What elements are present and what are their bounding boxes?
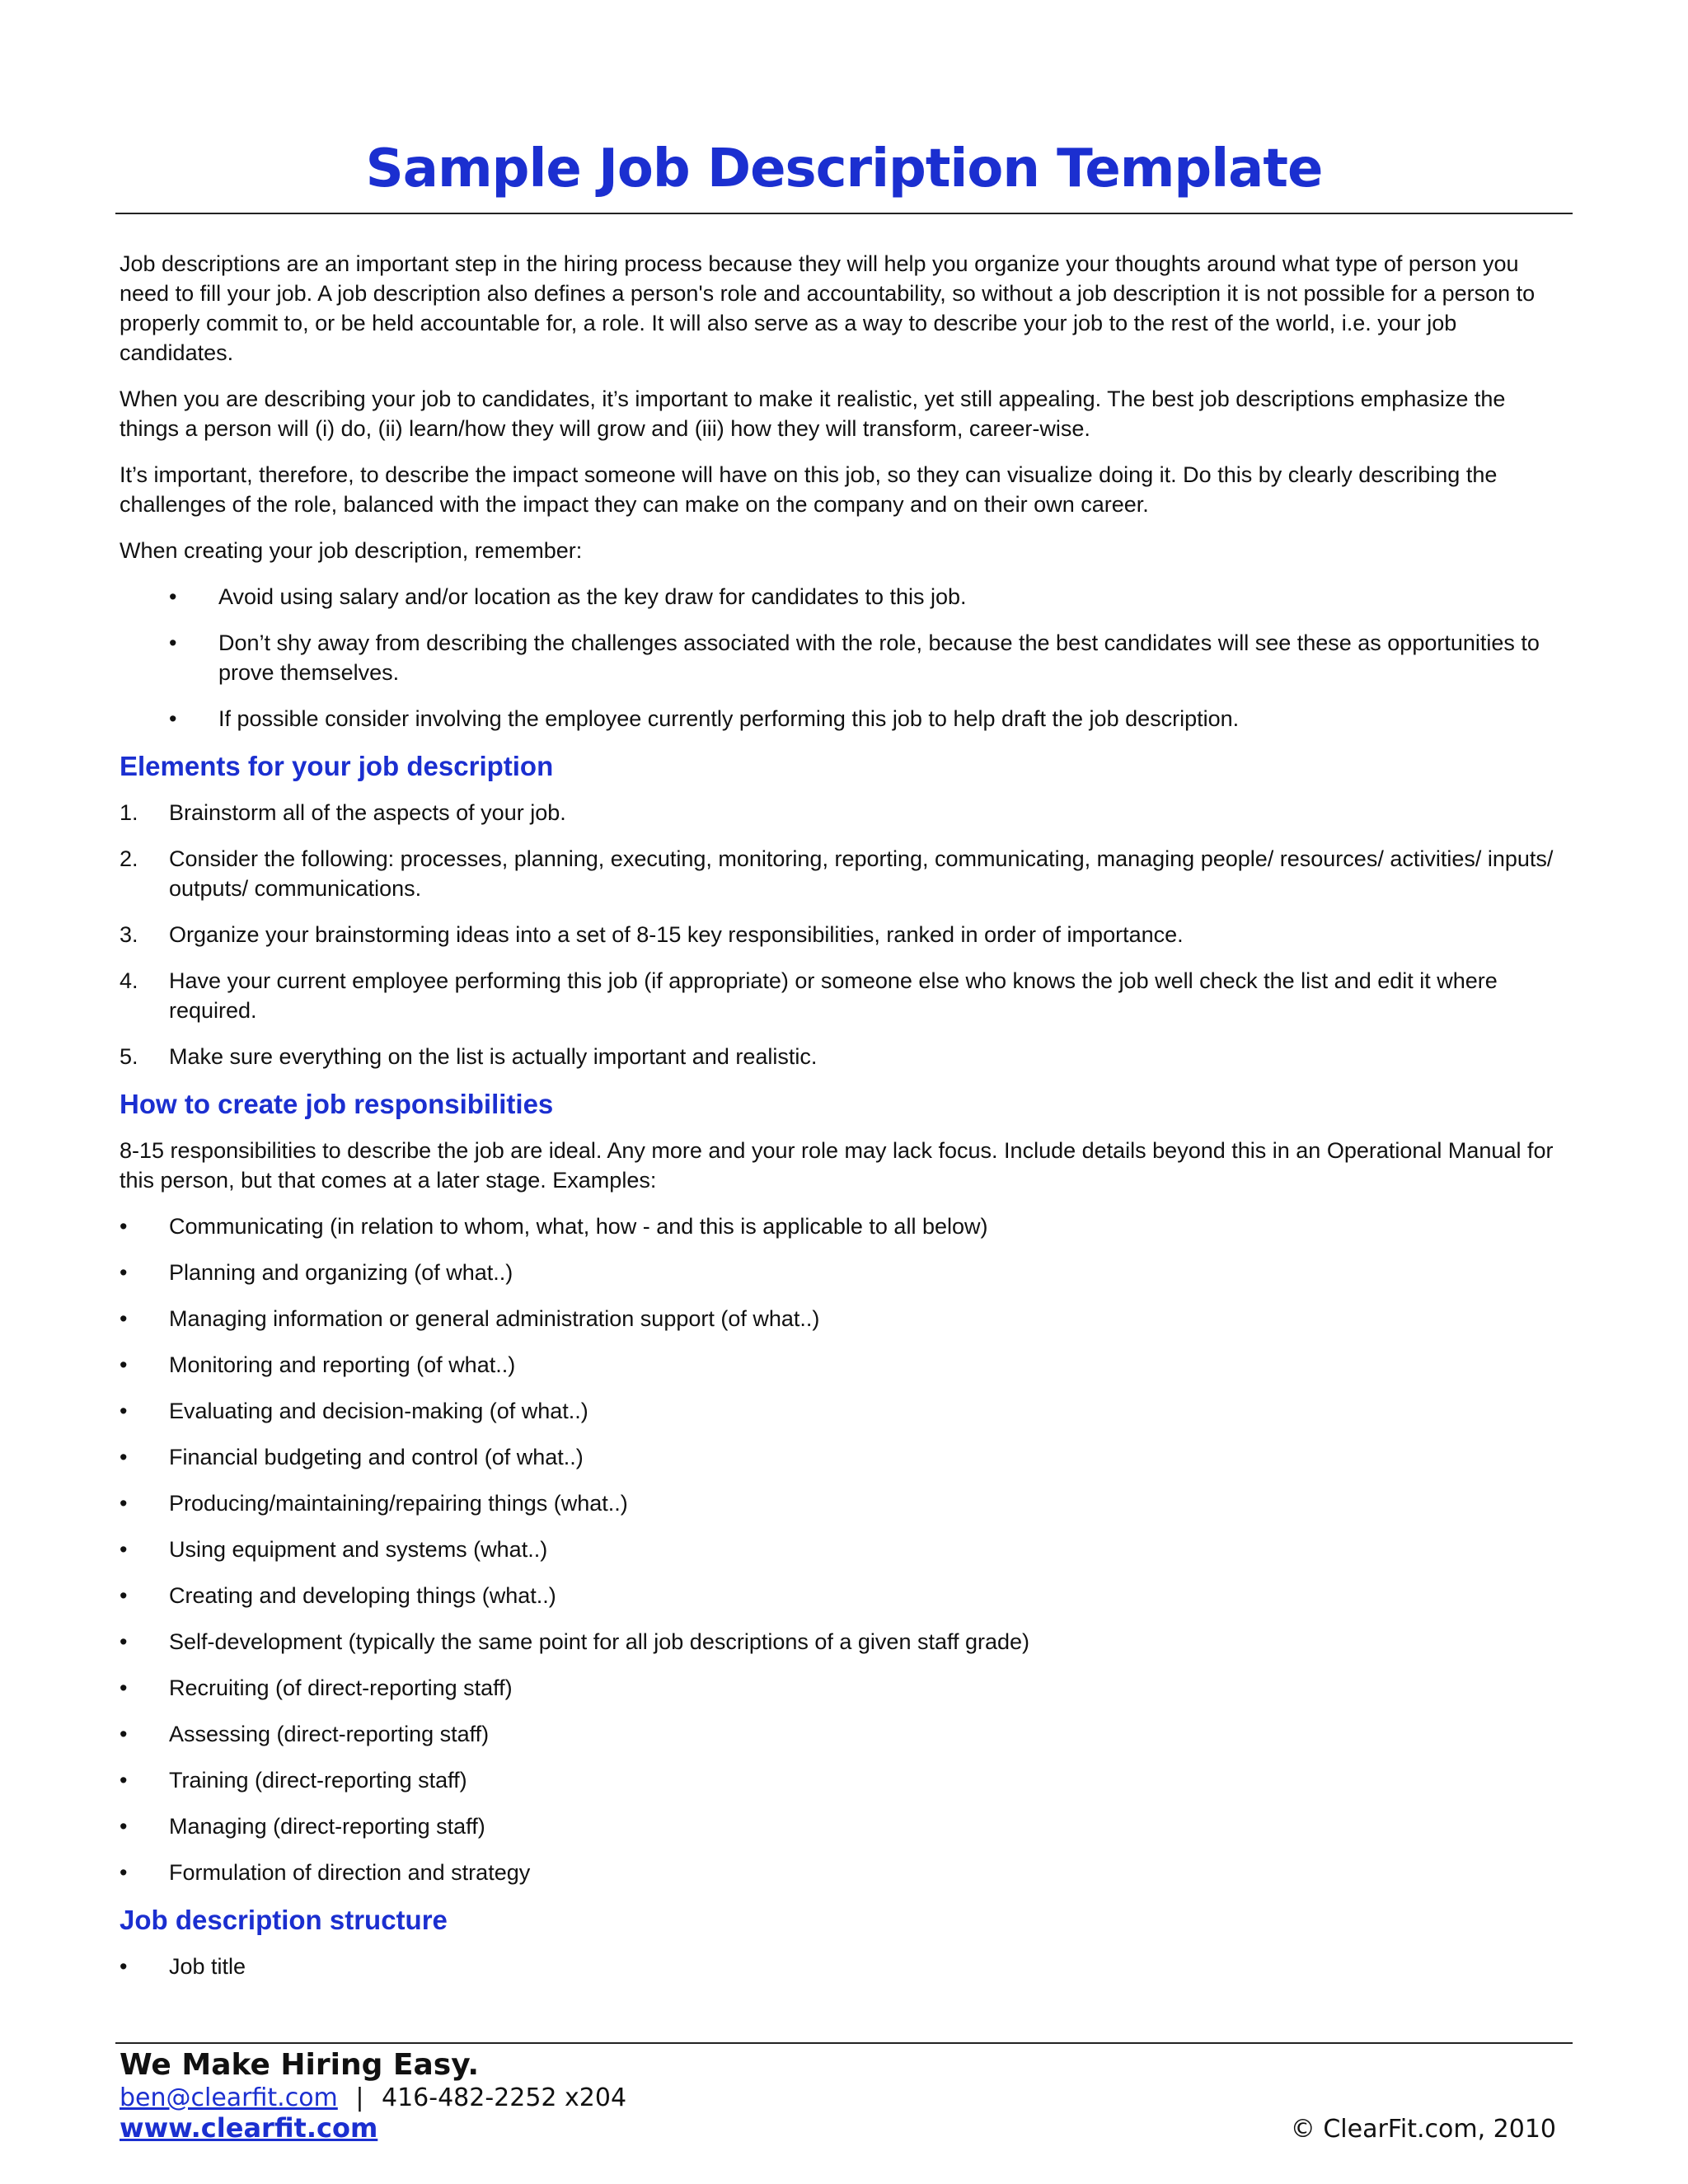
list-item <box>120 1396 1568 1426</box>
list-item-text: Formulation of direction and strategy <box>169 1860 531 1885</box>
list-item-text: Managing information or general administration support (of what..) <box>169 1306 820 1331</box>
list-item <box>120 798 1568 827</box>
list-item <box>120 1350 1568 1380</box>
list-item <box>120 1042 1568 1071</box>
bullet-icon: • <box>169 630 177 655</box>
list-item-text: If possible consider involving the employee currently performing this job to help draft the job description. <box>218 706 1240 731</box>
list-item-text: Financial budgeting and control (of what..) <box>169 1445 584 1469</box>
list-number: 3. <box>120 922 138 947</box>
list-item-text: Managing (direct-reporting staff) <box>169 1814 485 1839</box>
list-number: 4. <box>120 968 138 993</box>
list-item <box>120 1535 1568 1564</box>
bullet-icon: • <box>120 1352 128 1377</box>
structure-list <box>120 1952 1568 1981</box>
section-heading-elements: Elements for your job description <box>120 751 554 781</box>
bullet-icon: • <box>169 706 177 731</box>
list-item <box>120 1627 1568 1657</box>
list-item <box>120 582 1568 612</box>
elements-list <box>120 798 1568 1071</box>
contact-separator: | <box>355 2083 364 2112</box>
list-item-text: Assessing (direct-reporting staff) <box>169 1722 490 1746</box>
list-item <box>120 844 1568 903</box>
list-item <box>120 1719 1568 1749</box>
list-number: 5. <box>120 1044 138 1069</box>
list-item <box>120 920 1568 949</box>
bullet-icon: • <box>120 1583 128 1608</box>
list-item-text: Don’t shy away from describing the challenges associated with the role, because the best candidates will see these as opportunities to prove themselves. <box>218 630 1540 685</box>
bullet-icon: • <box>120 1629 128 1654</box>
bullet-icon: • <box>120 1722 128 1746</box>
list-item <box>120 1765 1568 1795</box>
list-item <box>120 1212 1568 1241</box>
section-heading-structure: Job description structure <box>120 1905 448 1935</box>
list-item-text: Monitoring and reporting (of what..) <box>169 1352 516 1377</box>
list-item-text: Job title <box>169 1954 246 1979</box>
list-item-text: Communicating (in relation to whom, what, how - and this is applicable to all below) <box>169 1214 988 1239</box>
list-item <box>120 966 1568 1025</box>
list-item <box>120 1488 1568 1518</box>
list-item-text: Consider the following: processes, planning, executing, monitoring, reporting, communicating, managing people/ resources/ activities/ inputs/ outputs/ communications. <box>169 846 1554 901</box>
bullet-icon: • <box>120 1954 128 1979</box>
copyright-notice: © ClearFit.com, 2010 <box>1290 2115 1556 2144</box>
list-item-text: Recruiting (of direct-reporting staff) <box>169 1675 513 1700</box>
intro-paragraph: It’s important, therefore, to describe the impact someone will have on this job, so they can visualize doing it. Do this by clearly describing the challenges of the role, balanced with the impact they can make on the company and on their own career. <box>120 462 1498 517</box>
list-item-text: Brainstorm all of the aspects of your job. <box>169 800 566 825</box>
list-item-text: Evaluating and decision-making (of what..) <box>169 1399 588 1423</box>
list-number: 1. <box>120 800 138 825</box>
list-item <box>120 1952 1568 1981</box>
website-link[interactable]: www.clearfit.com <box>120 2112 378 2144</box>
footer-tagline: We Make Hiring Easy. <box>120 2048 480 2082</box>
bullet-icon: • <box>120 1260 128 1285</box>
list-item-text: Self-development (typically the same point for all job descriptions of a given staff grade) <box>169 1629 1030 1654</box>
list-item <box>120 1811 1568 1841</box>
list-item <box>120 1858 1568 1887</box>
list-item <box>120 1581 1568 1610</box>
footer-contact-line <box>120 2083 1568 2113</box>
list-item-text: Organize your brainstorming ideas into a set of 8-15 key responsibilities, ranked in order of importance. <box>169 922 1184 947</box>
remember-list <box>120 582 1568 733</box>
intro-paragraph: Job descriptions are an important step in the hiring process because they will help you organize your thoughts around what type of person you need to fill your job. A job description also defines a person's role and accountability, so without a job description it is not possible for a person to properly commit to, or be held accountable for, a role. It will also serve as a way to describe your job to the rest of the world, i.e. your job candidates. <box>120 251 1536 365</box>
footer-divider <box>115 2042 1573 2044</box>
bullet-icon: • <box>120 1860 128 1885</box>
list-item <box>120 1304 1568 1333</box>
list-item-text: Producing/maintaining/repairing things (what..) <box>169 1491 628 1516</box>
list-item <box>120 1442 1568 1472</box>
list-item-text: Avoid using salary and/or location as the key draw for candidates to this job. <box>218 584 967 609</box>
list-item-text: Make sure everything on the list is actually important and realistic. <box>169 1044 818 1069</box>
email-link[interactable]: ben@clearfit.com <box>120 2083 338 2112</box>
list-item <box>120 1673 1568 1703</box>
remember-lead-in: When creating your job description, remember: <box>120 538 583 563</box>
document-title: Sample Job Description Template <box>365 138 1323 199</box>
bullet-icon: • <box>120 1768 128 1793</box>
bullet-icon: • <box>120 1675 128 1700</box>
bullet-icon: • <box>120 1814 128 1839</box>
responsibilities-list <box>120 1212 1568 1887</box>
list-item-text: Have your current employee performing this job (if appropriate) or someone else who knows the job well check the list and edit it where required. <box>169 968 1498 1023</box>
section-heading-responsibilities: How to create job responsibilities <box>120 1089 554 1119</box>
bullet-icon: • <box>169 584 177 609</box>
phone-number: 416-482-2252 x204 <box>382 2083 627 2112</box>
list-number: 2. <box>120 846 138 871</box>
bullet-icon: • <box>120 1537 128 1562</box>
bullet-icon: • <box>120 1445 128 1469</box>
responsibilities-intro: 8-15 responsibilities to describe the job are ideal. Any more and your role may lack focus. Include details beyond this in an Operational Manual for this person, but that comes at a later stage. Examples: <box>120 1138 1554 1193</box>
bullet-icon: • <box>120 1399 128 1423</box>
list-item-text: Training (direct-reporting staff) <box>169 1768 467 1793</box>
list-item-text: Using equipment and systems (what..) <box>169 1537 548 1562</box>
document-body <box>120 249 1568 1998</box>
title-divider <box>115 213 1573 214</box>
list-item <box>120 1258 1568 1287</box>
intro-paragraph: When you are describing your job to candidates, it’s important to make it realistic, yet still appealing. The best job descriptions emphasize the things a person will (i) do, (ii) learn/how they will grow and (iii) how they will transform, career-wise. <box>120 387 1506 441</box>
list-item-text: Planning and organizing (of what..) <box>169 1260 513 1285</box>
bullet-icon: • <box>120 1491 128 1516</box>
bullet-icon: • <box>120 1214 128 1239</box>
bullet-icon: • <box>120 1306 128 1331</box>
list-item <box>120 628 1568 687</box>
list-item-text: Creating and developing things (what..) <box>169 1583 556 1608</box>
list-item <box>120 704 1568 733</box>
